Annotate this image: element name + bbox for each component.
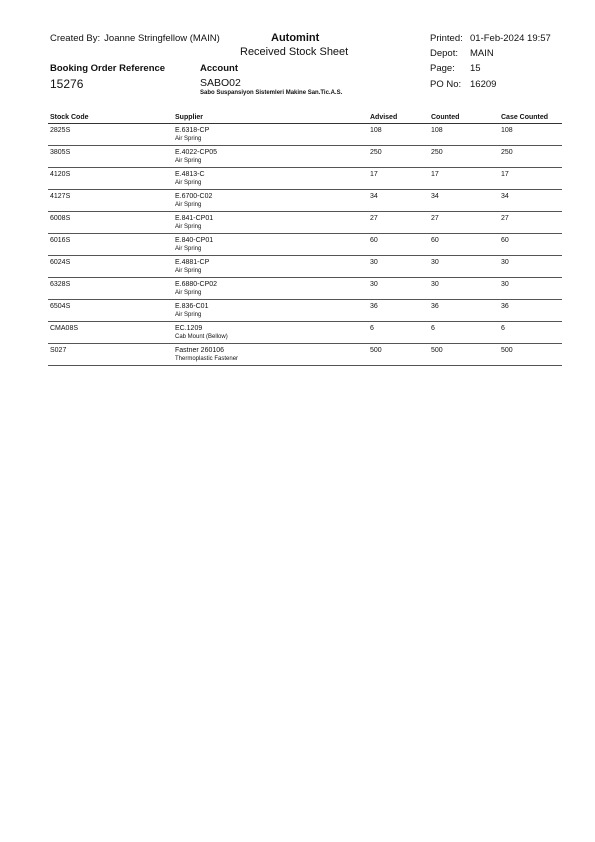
column-header-advised: Advised: [370, 114, 398, 121]
table-row: [48, 256, 562, 278]
printed-label: Printed:: [430, 33, 463, 44]
account-label: Account: [200, 63, 238, 74]
column-header-stock-code: Stock Code: [50, 114, 89, 121]
page-value: 15: [470, 63, 481, 74]
case-counted-cell: 34: [501, 193, 509, 200]
item-description: Cab Mount (Bellow): [175, 334, 228, 340]
supplier-code: EC.1209: [175, 325, 203, 332]
supplier-code: E.841-CP01: [175, 215, 214, 222]
advised-cell: 250: [370, 149, 382, 156]
advised-cell: 500: [370, 347, 382, 354]
counted-cell: 27: [431, 215, 439, 222]
table-body: [48, 124, 562, 366]
item-description: Air Spring: [175, 224, 202, 230]
advised-cell: 6: [370, 325, 374, 332]
case-counted-cell: 30: [501, 259, 509, 266]
table-row: [48, 322, 562, 344]
created-by-label: Created By:: [50, 33, 101, 44]
item-description: Air Spring: [175, 268, 202, 274]
supplier-code: E.840-CP01: [175, 237, 214, 244]
item-description: Air Spring: [175, 290, 202, 296]
supplier-cell: [175, 259, 209, 275]
stock-code-cell: S027: [50, 347, 67, 354]
counted-cell: 250: [431, 149, 443, 156]
stock-code-cell: 2825S: [50, 127, 71, 134]
table-header: [48, 113, 562, 124]
supplier-cell: [175, 193, 212, 209]
item-description: Air Spring: [175, 158, 202, 164]
supplier-cell: [175, 215, 213, 231]
item-description: Air Spring: [175, 136, 202, 142]
column-header-case-counted: Case Counted: [501, 114, 549, 121]
table-row: [48, 146, 562, 168]
advised-cell: 34: [370, 193, 378, 200]
supplier-cell: [175, 281, 217, 297]
supplier-code: E.4022-CP05: [175, 149, 218, 156]
stock-table: [48, 113, 562, 366]
counted-cell: 34: [431, 193, 439, 200]
counted-cell: 17: [431, 171, 439, 178]
advised-cell: 30: [370, 281, 378, 288]
stock-code-cell: 3805S: [50, 149, 71, 156]
advised-cell: 36: [370, 303, 378, 310]
case-counted-cell: 27: [501, 215, 509, 222]
table-row: [48, 300, 562, 322]
company-name: Automint: [271, 32, 320, 44]
supplier-code: E.4813-C: [175, 171, 205, 178]
item-description: Air Spring: [175, 246, 202, 252]
item-description: Thermoplastic Fastener: [175, 356, 239, 362]
po-label: PO No:: [430, 79, 462, 90]
item-description: Air Spring: [175, 180, 202, 186]
created-by: [50, 33, 220, 44]
depot-value: MAIN: [470, 48, 494, 59]
item-description: Air Spring: [175, 202, 202, 208]
supplier-cell: [175, 237, 213, 253]
case-counted-cell: 36: [501, 303, 509, 310]
case-counted-cell: 500: [501, 347, 513, 354]
supplier-cell: [175, 325, 228, 341]
supplier-code: E.6880-CP02: [175, 281, 218, 288]
case-counted-cell: 60: [501, 237, 509, 244]
supplier-code: E.4881-CP: [175, 259, 210, 266]
booking-ref-label: Booking Order Reference: [50, 63, 166, 74]
printed-value: 01-Feb-2024 19:57: [470, 33, 551, 44]
column-header-counted: Counted: [431, 114, 460, 121]
depot-label: Depot:: [430, 48, 458, 59]
supplier-cell: [175, 149, 217, 165]
supplier-cell: [175, 171, 205, 187]
advised-cell: 27: [370, 215, 378, 222]
booking-ref-value: 15276: [50, 77, 84, 91]
counted-cell: 500: [431, 347, 443, 354]
stock-code-cell: 6024S: [50, 259, 71, 266]
account-name: Sabo Suspansiyon Sistemleri Makine San.Tic.A.S.: [200, 90, 343, 96]
stock-code-cell: 6008S: [50, 215, 71, 222]
counted-cell: 30: [431, 281, 439, 288]
stock-code-cell: 4127S: [50, 193, 71, 200]
supplier-cell: [175, 347, 238, 363]
counted-cell: 30: [431, 259, 439, 266]
page-label: Page:: [430, 63, 455, 74]
supplier-code: E.836-C01: [175, 303, 209, 310]
stock-code-cell: 6328S: [50, 281, 71, 288]
supplier-code: Fastner 260106: [175, 347, 225, 354]
advised-cell: 17: [370, 171, 378, 178]
advised-cell: 60: [370, 237, 378, 244]
case-counted-cell: 30: [501, 281, 509, 288]
table-row: [48, 278, 562, 300]
table-row: [48, 124, 562, 146]
supplier-cell: [175, 303, 208, 319]
supplier-code: E.6700-C02: [175, 193, 213, 200]
table-row: [48, 212, 562, 234]
counted-cell: 108: [431, 127, 443, 134]
case-counted-cell: 250: [501, 149, 513, 156]
table-row: [48, 234, 562, 256]
case-counted-cell: 6: [501, 325, 505, 332]
column-header-supplier: Supplier: [175, 114, 204, 121]
table-row: [48, 168, 562, 190]
supplier-cell: [175, 127, 209, 143]
case-counted-cell: 108: [501, 127, 513, 134]
stock-code-cell: 4120S: [50, 171, 71, 178]
account-value: SABO02: [200, 77, 241, 89]
counted-cell: 36: [431, 303, 439, 310]
document-title: Received Stock Sheet: [240, 46, 349, 58]
supplier-code: E.6318-CP: [175, 127, 210, 134]
stock-code-cell: 6504S: [50, 303, 71, 310]
counted-cell: 6: [431, 325, 435, 332]
advised-cell: 108: [370, 127, 382, 134]
table-row: [48, 344, 562, 366]
advised-cell: 30: [370, 259, 378, 266]
item-description: Air Spring: [175, 312, 202, 318]
case-counted-cell: 17: [501, 171, 509, 178]
table-row: [48, 190, 562, 212]
stock-code-cell: CMA08S: [50, 325, 79, 332]
stock-code-cell: 6016S: [50, 237, 71, 244]
created-by-value: Joanne Stringfellow (MAIN): [104, 33, 220, 44]
po-value: 16209: [470, 79, 497, 90]
counted-cell: 60: [431, 237, 439, 244]
